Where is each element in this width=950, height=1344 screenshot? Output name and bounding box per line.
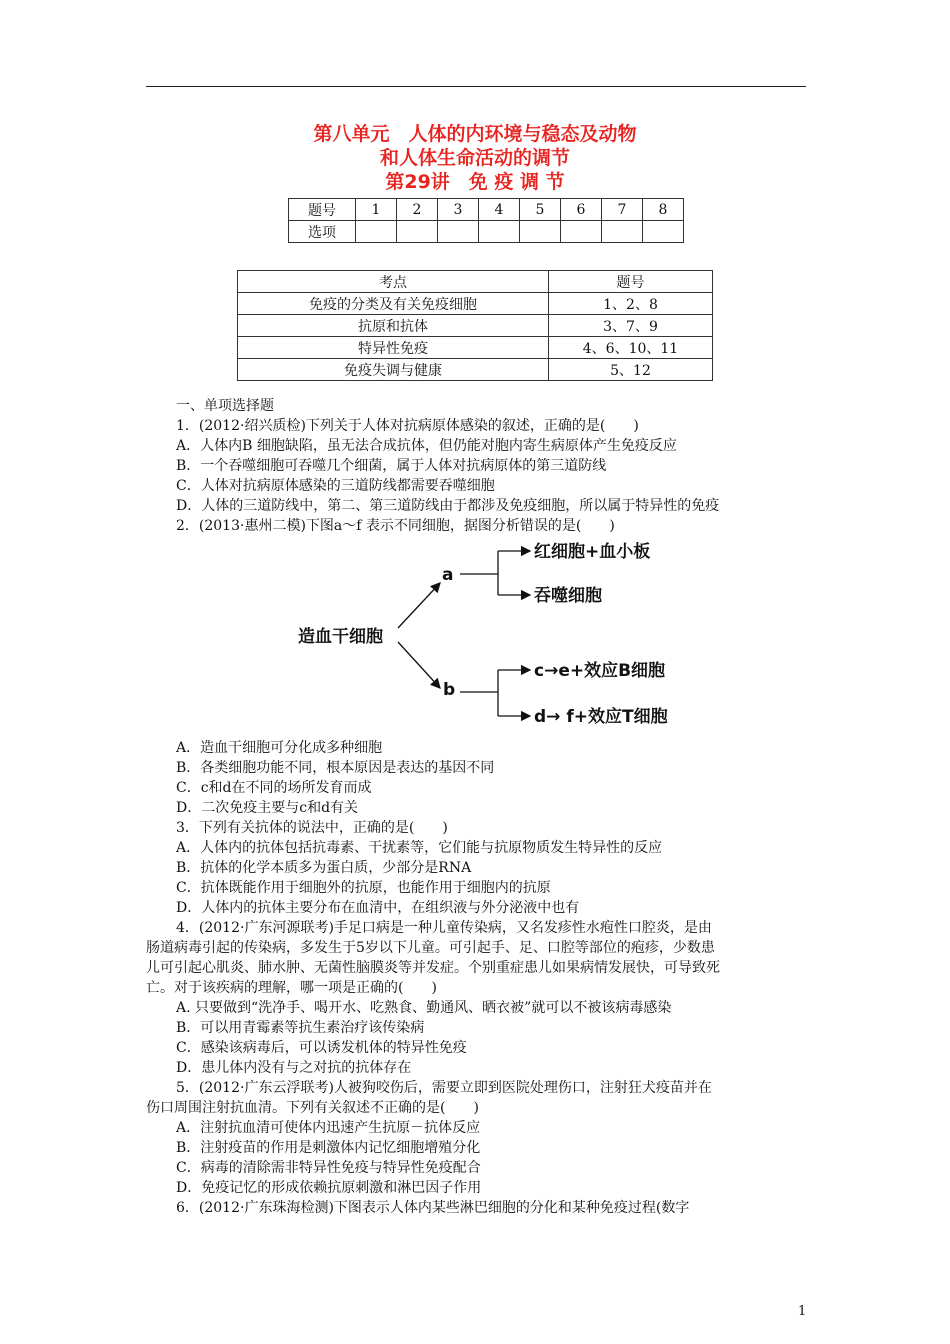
topic-cell: 免疫的分类及有关免疫细胞 bbox=[238, 293, 549, 315]
q3-option-d: D．人体内的抗体主要分布在血清中，在组织液与外分泌液中也有 bbox=[176, 900, 580, 916]
topic-numbers-cell: 5、12 bbox=[549, 359, 713, 381]
q5-line-2: 伤口周围注射抗血清。下列有关叙述不正确的是( ) bbox=[146, 1100, 479, 1116]
table-row bbox=[238, 359, 713, 381]
answer-table-option-row bbox=[289, 221, 684, 243]
topic-header-numbers: 题号 bbox=[549, 271, 713, 293]
arrow-to-b bbox=[398, 642, 440, 688]
q4-line-2: 肠道病毒引起的传染病，多发生于5岁以下儿童。可引起手、足、口腔等部位的疱疹，少数患 bbox=[146, 940, 715, 956]
q3-stem: 3．下列有关抗体的说法中，正确的是( ) bbox=[176, 820, 448, 836]
b-product-2: d→ f+效应T细胞 bbox=[534, 707, 668, 727]
q1-option-d: D．人体的三道防线中，第二、第三道防线由于都涉及免疫细胞，所以属于特异性的免疫 bbox=[176, 498, 720, 514]
header-rule bbox=[146, 86, 806, 87]
title-line-3: 第29讲 免 疫 调 节 bbox=[385, 171, 565, 193]
q3-option-b: B．抗体的化学本质多为蛋白质，少部分是RNA bbox=[176, 860, 472, 876]
table-row bbox=[238, 337, 713, 359]
q5-option-d: D．免疫记忆的形成依赖抗原刺激和淋巴因子作用 bbox=[176, 1180, 482, 1196]
q2-option-d: D．二次免疫主要与c和d有关 bbox=[176, 800, 359, 816]
answer-option-cell bbox=[561, 221, 602, 243]
q5-option-c: C．病毒的清除需非特异性免疫与特异性免疫配合 bbox=[176, 1160, 481, 1176]
q4-line-3: 儿可引起心肌炎、肺水肿、无菌性脑膜炎等并发症。个别重症患儿如果病情发展快，可导致死 bbox=[146, 960, 720, 976]
answer-number-cell: 4 bbox=[479, 199, 520, 221]
answer-table-number-label: 题号 bbox=[289, 199, 356, 221]
q1-option-c: C．人体对抗病原体感染的三道防线都需要吞噬细胞 bbox=[176, 478, 495, 494]
topic-numbers-cell: 3、7、9 bbox=[549, 315, 713, 337]
q1-option-b: B．一个吞噬细胞可吞噬几个细菌，属于人体对抗病原体的第三道防线 bbox=[176, 458, 607, 474]
answer-table bbox=[288, 198, 684, 243]
q1-stem: 1．(2012·绍兴质检)下列关于人体对抗病原体感染的叙述，正确的是( ) bbox=[176, 418, 639, 434]
title-line-2: 和人体生命活动的调节 bbox=[379, 147, 570, 169]
q4-option-b: B．可以用青霉素等抗生素治疗该传染病 bbox=[176, 1020, 425, 1036]
q5-option-a: A．注射抗血清可使体内迅速产生抗原－抗体反应 bbox=[176, 1120, 481, 1136]
answer-option-cell bbox=[602, 221, 643, 243]
a-product-1: 红细胞+血小板 bbox=[534, 542, 651, 562]
answer-option-cell bbox=[438, 221, 479, 243]
answer-number-cell: 3 bbox=[438, 199, 479, 221]
answer-number-cell: 1 bbox=[356, 199, 397, 221]
section-title: 一、单项选择题 bbox=[176, 398, 274, 414]
a-product-2: 吞噬细胞 bbox=[534, 586, 602, 606]
node-b-label: b bbox=[443, 680, 456, 700]
q2-option-a: A．造血干细胞可分化成多种细胞 bbox=[176, 740, 383, 756]
q3-option-a: A．人体内的抗体包括抗毒素、干扰素等，它们能与抗原物质发生特异性的反应 bbox=[176, 840, 663, 856]
b-product-1: c→e+效应B细胞 bbox=[534, 661, 666, 681]
answer-option-cell bbox=[397, 221, 438, 243]
hematopoiesis-diagram bbox=[290, 538, 710, 738]
q4-option-a: A. 只要做到“洗净手、喝开水、吃熟食、勤通风、晒衣被”就可以不被该病毒感染 bbox=[176, 1000, 672, 1016]
q2-stem: 2．(2013·惠州二模)下图a～f 表示不同细胞，据图分析错误的是( ) bbox=[176, 518, 615, 534]
page-number: 1 bbox=[798, 1304, 807, 1319]
bracket-a bbox=[460, 551, 528, 595]
topic-table bbox=[237, 270, 713, 381]
q5-line-1: 5．(2012·广东云浮联考)人被狗咬伤后，需要立即到医院处理伤口，注射狂犬疫苗并在 bbox=[176, 1080, 712, 1096]
q6-stem: 6．(2012·广东珠海检测)下图表示人体内某些淋巴细胞的分化和某种免疫过程(数字 bbox=[176, 1200, 690, 1216]
topic-table-header bbox=[238, 271, 713, 293]
topic-cell: 特异性免疫 bbox=[238, 337, 549, 359]
answer-table-number-row bbox=[289, 199, 684, 221]
table-row bbox=[238, 315, 713, 337]
q4-line-1: 4．(2012·广东河源联考)手足口病是一种儿童传染病，又名发疹性水疱性口腔炎，是由 bbox=[176, 920, 712, 936]
q4-option-c: C．感染该病毒后，可以诱发机体的特异性免疫 bbox=[176, 1040, 467, 1056]
answer-option-cell bbox=[356, 221, 397, 243]
topic-numbers-cell: 4、6、10、11 bbox=[549, 337, 713, 359]
q2-option-b: B．各类细胞功能不同，根本原因是表达的基因不同 bbox=[176, 760, 495, 776]
bracket-b bbox=[460, 670, 528, 716]
answer-option-cell bbox=[479, 221, 520, 243]
title-line-1: 第八单元 人体的内环境与稳态及动物 bbox=[313, 123, 637, 145]
answer-table-option-label: 选项 bbox=[289, 221, 356, 243]
q3-option-c: C．抗体既能作用于细胞外的抗原，也能作用于细胞内的抗原 bbox=[176, 880, 551, 896]
topic-numbers-cell: 1、2、8 bbox=[549, 293, 713, 315]
arrow-to-a bbox=[398, 583, 440, 628]
topic-cell: 免疫失调与健康 bbox=[238, 359, 549, 381]
q1-option-a: A．人体内B 细胞缺陷，虽无法合成抗体，但仍能对胞内寄生病原体产生免疫反应 bbox=[176, 438, 677, 454]
answer-option-cell bbox=[520, 221, 561, 243]
answer-option-cell bbox=[643, 221, 684, 243]
q2-option-c: C．c和d在不同的场所发育而成 bbox=[176, 780, 372, 796]
q4-option-d: D．患儿体内没有与之对抗的抗体存在 bbox=[176, 1060, 412, 1076]
topic-header-topic: 考点 bbox=[238, 271, 549, 293]
root-label: 造血干细胞 bbox=[298, 627, 383, 647]
q4-line-4: 亡。对于该疾病的理解，哪一项是正确的( ) bbox=[146, 980, 437, 996]
answer-number-cell: 5 bbox=[520, 199, 561, 221]
answer-number-cell: 2 bbox=[397, 199, 438, 221]
answer-number-cell: 7 bbox=[602, 199, 643, 221]
table-row bbox=[238, 293, 713, 315]
answer-number-cell: 8 bbox=[643, 199, 684, 221]
answer-number-cell: 6 bbox=[561, 199, 602, 221]
topic-cell: 抗原和抗体 bbox=[238, 315, 549, 337]
q5-option-b: B．注射疫苗的作用是刺激体内记忆细胞增殖分化 bbox=[176, 1140, 481, 1156]
node-a-label: a bbox=[442, 565, 454, 585]
